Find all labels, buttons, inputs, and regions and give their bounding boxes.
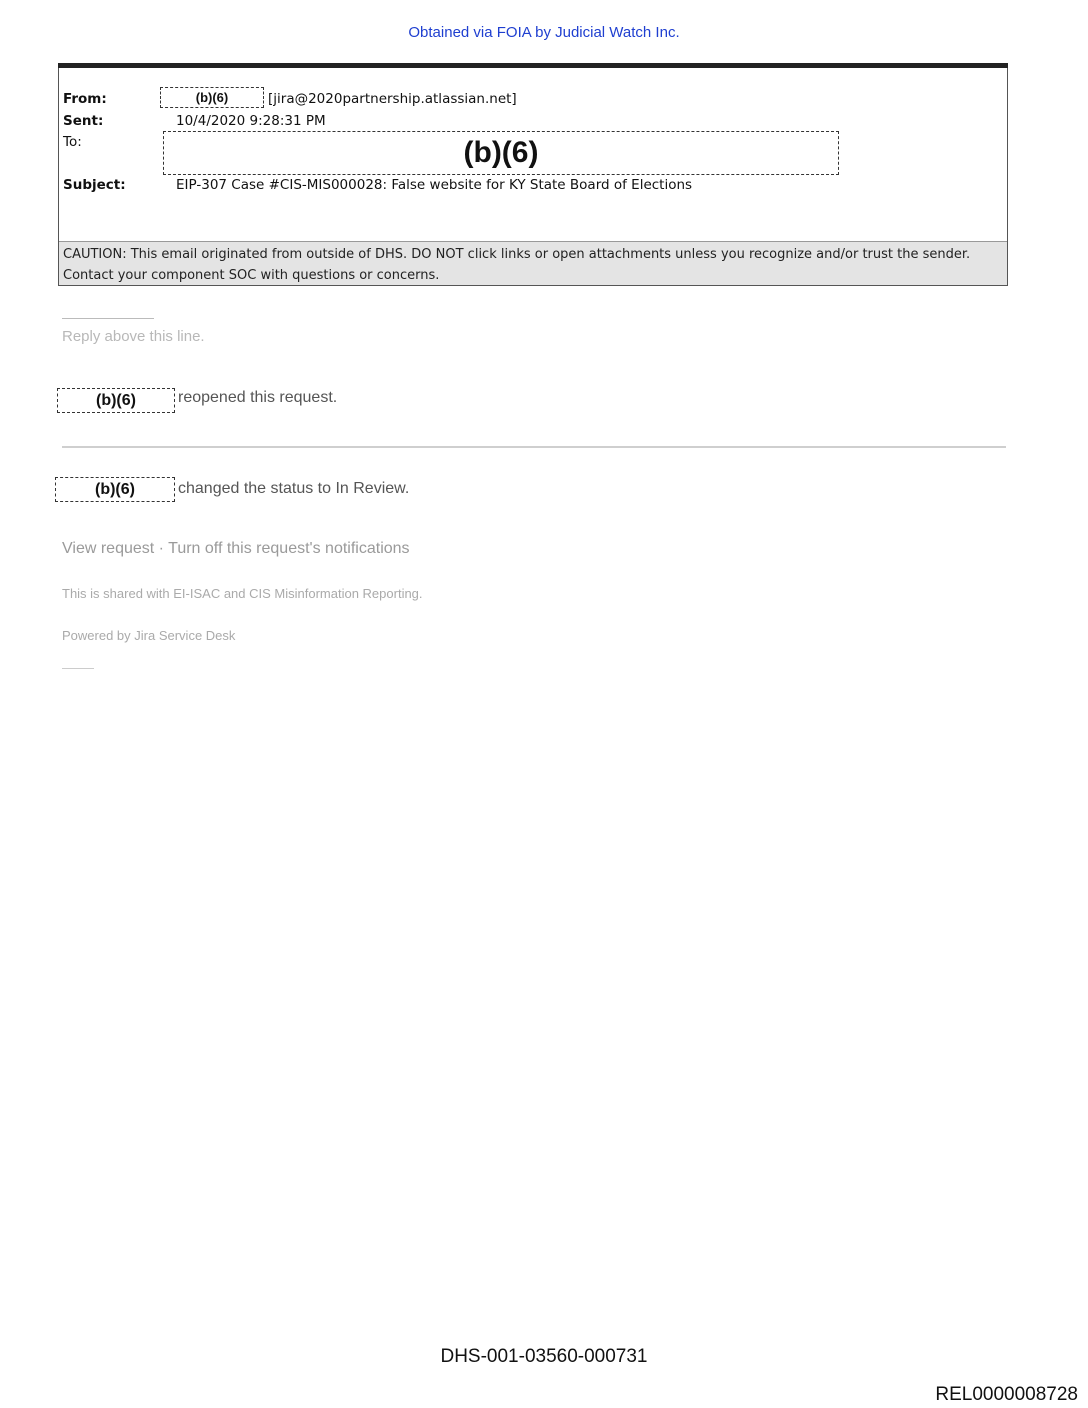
- header-top-bar: [58, 63, 1008, 68]
- from-redaction: (b)(6): [160, 87, 264, 108]
- event2-redaction: (b)(6): [55, 477, 175, 502]
- subject-label: Subject:: [63, 177, 126, 193]
- to-redaction: (b)(6): [163, 131, 839, 175]
- event1-text: reopened this request.: [178, 389, 338, 406]
- footer-rule: [62, 668, 94, 669]
- link-separator: ·: [158, 540, 164, 557]
- section-divider: [62, 446, 1006, 448]
- bates-dhs: DHS-001-03560-000731: [440, 1346, 648, 1367]
- event1-redaction: (b)(6): [57, 388, 175, 413]
- bates-rel: REL0000008728: [935, 1384, 1078, 1405]
- to-label: To:: [63, 134, 82, 150]
- caution-banner: CAUTION: This email originated from outside of DHS. DO NOT click links or open attachments unless you recognize and/or trust the sender. Contact your component SOC with questions or concerns.: [59, 241, 1007, 285]
- turn-off-notifications-link[interactable]: Turn off this request's notifications: [168, 540, 410, 557]
- foia-watermark: Obtained via FOIA by Judicial Watch Inc.: [408, 24, 680, 41]
- from-label: From:: [63, 91, 107, 107]
- request-links: [62, 540, 410, 558]
- event2-text: changed the status to In Review.: [178, 480, 410, 497]
- shared-with-text: This is shared with EI-ISAC and CIS Misinformation Reporting.: [62, 586, 423, 601]
- reply-rule: [62, 318, 154, 319]
- subject-value: EIP-307 Case #CIS-MIS000028: False website for KY State Board of Elections: [176, 177, 693, 193]
- view-request-link[interactable]: View request: [62, 540, 155, 557]
- powered-by-text: Powered by Jira Service Desk: [62, 628, 236, 643]
- sent-value: 10/4/2020 9:28:31 PM: [176, 113, 326, 129]
- reply-above-line: Reply above this line.: [62, 328, 205, 345]
- sent-label: Sent:: [63, 113, 104, 129]
- from-address: [jira@2020partnership.atlassian.net]: [268, 91, 517, 107]
